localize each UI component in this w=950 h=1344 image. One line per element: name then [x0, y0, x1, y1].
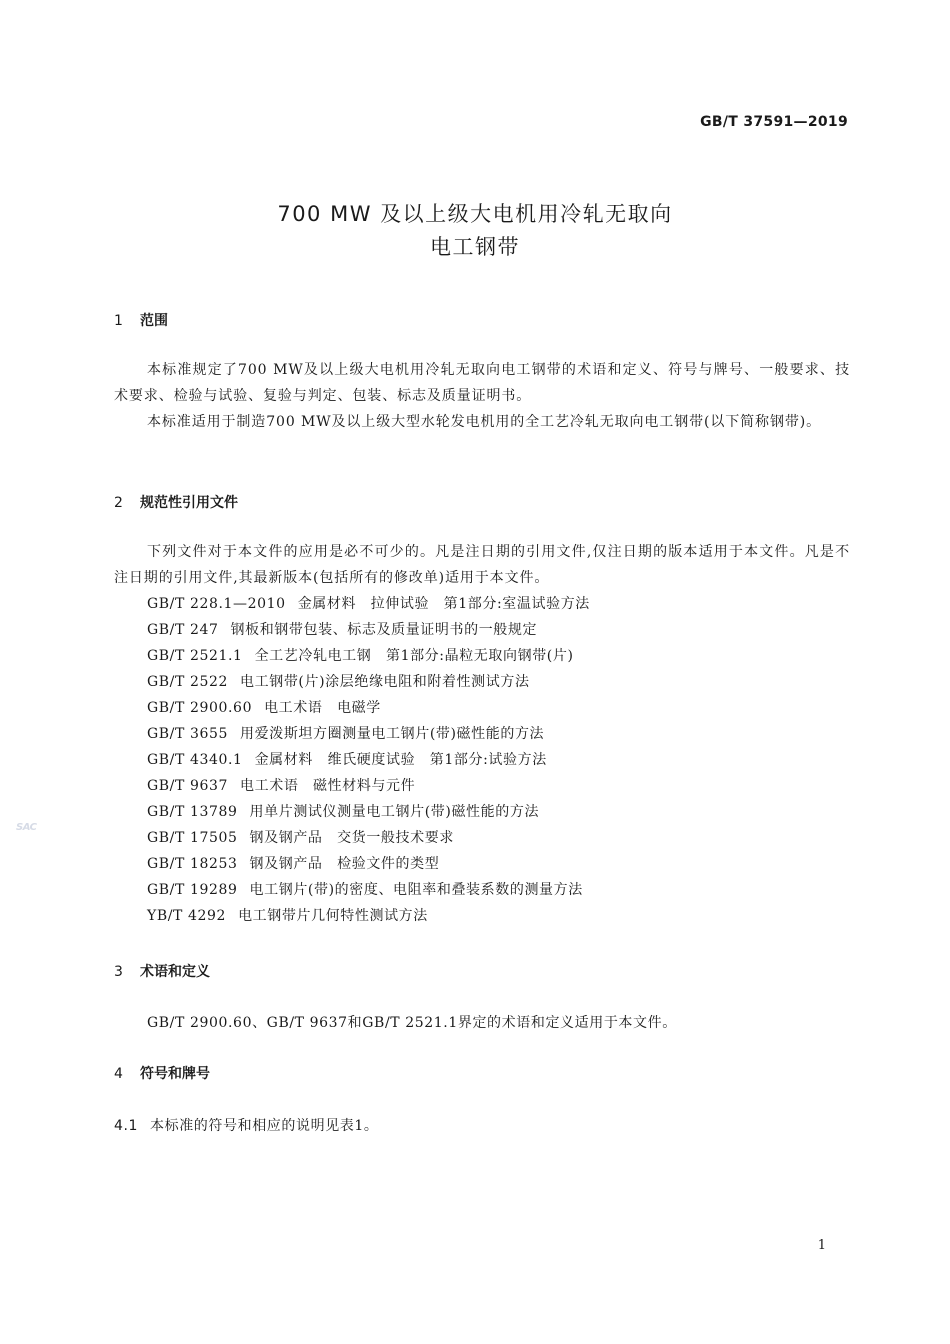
- reference-item: [147, 773, 590, 799]
- section-number: 1: [114, 313, 123, 329]
- reference-title: 电工术语 磁性材料与元件: [240, 778, 416, 794]
- reference-item: [147, 877, 590, 903]
- document-title-line-1: 700 MW 及以上级大电机用冷轧无取向: [277, 202, 673, 226]
- reference-title: 用爱泼斯坦方圈测量电工钢片(带)磁性能的方法: [240, 726, 545, 742]
- reference-code: GB/T 9637: [147, 778, 229, 794]
- section-title: 规范性引用文件: [140, 495, 238, 511]
- scope-paragraph-1: 本标准规定了700 MW及以上级大电机用冷轧无取向电工钢带的术语和定义、符号与牌号、一般要求、技术要求、检验与试验、复验与判定、包装、标志及质量证明书。: [114, 362, 850, 404]
- reference-item: [147, 799, 590, 825]
- reference-code: GB/T 247: [147, 622, 219, 638]
- reference-title: 用单片测试仪测量电工钢片(带)磁性能的方法: [249, 804, 540, 820]
- scope-paragraph-2: 本标准适用于制造700 MW及以上级大型水轮发电机用的全工艺冷轧无取向电工钢带(以下简称钢带)。: [147, 414, 822, 430]
- reference-code: GB/T 13789: [147, 804, 238, 820]
- reference-title: 钢板和钢带包装、标志及质量证明书的一般规定: [230, 622, 538, 638]
- reference-item: [147, 747, 590, 773]
- reference-code: GB/T 2900.60: [147, 700, 253, 716]
- section-title: 范围: [140, 313, 168, 329]
- section-2-heading: [114, 492, 238, 512]
- clause-number: 4.1: [114, 1118, 139, 1134]
- reference-code: GB/T 19289: [147, 882, 238, 898]
- section-number: 2: [114, 495, 123, 511]
- reference-code: GB/T 3655: [147, 726, 229, 742]
- section-title: 术语和定义: [140, 964, 210, 980]
- reference-item: [147, 591, 590, 617]
- reference-title: 电工钢带(片)涂层绝缘电阻和附着性测试方法: [240, 674, 530, 690]
- reference-code: GB/T 228.1—2010: [147, 596, 286, 612]
- reference-code: GB/T 2521.1: [147, 648, 243, 664]
- reference-item: [147, 721, 590, 747]
- reference-title: 钢及钢产品 检验文件的类型: [249, 856, 440, 872]
- reference-title: 电工钢带片几何特性测试方法: [238, 908, 428, 924]
- document-title-line-2: 电工钢带: [430, 235, 520, 259]
- reference-title: 全工艺冷轧电工钢 第1部分:晶粒无取向钢带(片): [254, 648, 574, 664]
- reference-item: [147, 825, 590, 851]
- section-4-heading: [114, 1063, 210, 1083]
- section-number: 4: [114, 1066, 123, 1082]
- page-number: 1: [817, 1238, 826, 1253]
- clause-text: 本标准的符号和相应的说明见表1。: [150, 1118, 379, 1134]
- reference-list: [147, 591, 590, 929]
- reference-title: 电工钢片(带)的密度、电阻率和叠装系数的测量方法: [249, 882, 583, 898]
- section-1-heading: [114, 310, 168, 330]
- reference-item: [147, 903, 590, 929]
- reference-item: [147, 851, 590, 877]
- terms-text: GB/T 2900.60、GB/T 9637和GB/T 2521.1界定的术语和定义适用于本文件。: [147, 1015, 677, 1031]
- references-intro: 下列文件对于本文件的应用是必不可少的。凡是注日期的引用文件,仅注日期的版本适用于本文件。凡是不注日期的引用文件,其最新版本(包括所有的修改单)适用于本文件。: [114, 544, 850, 586]
- section-3-heading: [114, 961, 210, 981]
- reference-item: [147, 617, 590, 643]
- reference-item: [147, 669, 590, 695]
- section-number: 3: [114, 964, 123, 980]
- standard-number: GB/T 37591—2019: [700, 114, 848, 130]
- reference-code: GB/T 4340.1: [147, 752, 243, 768]
- reference-code: GB/T 2522: [147, 674, 229, 690]
- section-title: 符号和牌号: [140, 1066, 210, 1082]
- reference-code: GB/T 18253: [147, 856, 238, 872]
- reference-code: YB/T 4292: [147, 908, 227, 924]
- reference-item: [147, 643, 590, 669]
- reference-title: 钢及钢产品 交货一般技术要求: [249, 830, 454, 846]
- reference-title: 金属材料 维氏硬度试验 第1部分:试验方法: [254, 752, 547, 768]
- sac-watermark-logo: SAC: [16, 822, 37, 833]
- clause-4-1: [114, 1115, 379, 1135]
- reference-title: 电工术语 电磁学: [264, 700, 381, 716]
- reference-title: 金属材料 拉伸试验 第1部分:室温试验方法: [297, 596, 590, 612]
- reference-code: GB/T 17505: [147, 830, 238, 846]
- reference-item: [147, 695, 590, 721]
